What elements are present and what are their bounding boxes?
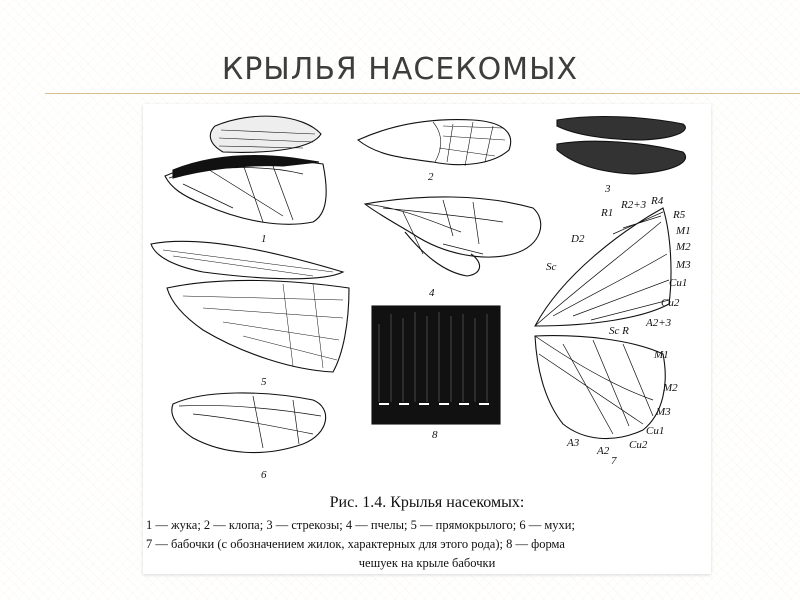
wing-number-8: 8 (432, 429, 438, 441)
wing-number-5: 5 (261, 376, 267, 388)
bug-wing-drawing (358, 120, 511, 166)
dragonfly-wings-drawing (557, 117, 686, 174)
vein-label-r4: R4 (651, 195, 664, 207)
wing-number-3: 3 (605, 183, 611, 195)
figure-panel (143, 104, 711, 574)
vein-label-m1: M1 (676, 225, 691, 237)
figure-caption-title: Рис. 1.4. Крылья насекомых: (329, 494, 525, 511)
bee-wing-drawing (365, 197, 541, 276)
orthopteran-wing-drawing (151, 241, 349, 372)
vein-label-cu1b: Cu1 (646, 425, 665, 437)
wings-illustration (143, 104, 711, 489)
vein-label-a3: A3 (567, 437, 580, 449)
beetle-wing-drawing (165, 116, 326, 224)
vein-label-r1: R1 (601, 207, 614, 219)
vein-label-sc: Sc (546, 261, 557, 273)
vein-label-m3b: M3 (656, 406, 671, 418)
wing-number-7: 7 (611, 455, 617, 467)
vein-label-m2b: M2 (663, 382, 678, 394)
wing-number-2: 2 (428, 171, 434, 183)
vein-label-m3: M3 (676, 259, 691, 271)
vein-label-cu2b: Cu2 (629, 439, 648, 451)
wing-number-1: 1 (261, 233, 267, 245)
vein-label-d2: D2 (571, 233, 585, 245)
wing-number-4: 4 (429, 287, 435, 299)
vein-label-a2: A2 (597, 445, 610, 457)
figure-caption-line: 1 — жука; 2 — клопа; 3 — стрекозы; 4 — пчелы; 5 — прямокрылого; 6 — мухи; (146, 518, 575, 532)
vein-label-sc-r: Sc R (609, 325, 629, 337)
slide-title: КРЫЛЬЯ НАСЕКОМЫХ (221, 52, 579, 87)
vein-label-cu2: Cu2 (661, 297, 680, 309)
vein-label-a23: A2+3 (646, 317, 672, 329)
title-divider (45, 93, 800, 94)
vein-label-r23: R2+3 (621, 199, 647, 211)
vein-label-cu1: Cu1 (669, 277, 688, 289)
wing-number-6: 6 (261, 469, 267, 481)
vein-label-m2: M2 (676, 241, 691, 253)
fly-wing-drawing (172, 393, 326, 453)
figure-caption-line: 7 — бабочки (с обозначением жилок, характерных для этого рода); 8 — форма (146, 537, 565, 551)
vein-label-m1b: M1 (654, 349, 669, 361)
scales-drawing (372, 306, 500, 424)
vein-label-r5: R5 (673, 209, 686, 221)
figure-caption-line: чешуек на крыле бабочки (358, 556, 496, 570)
